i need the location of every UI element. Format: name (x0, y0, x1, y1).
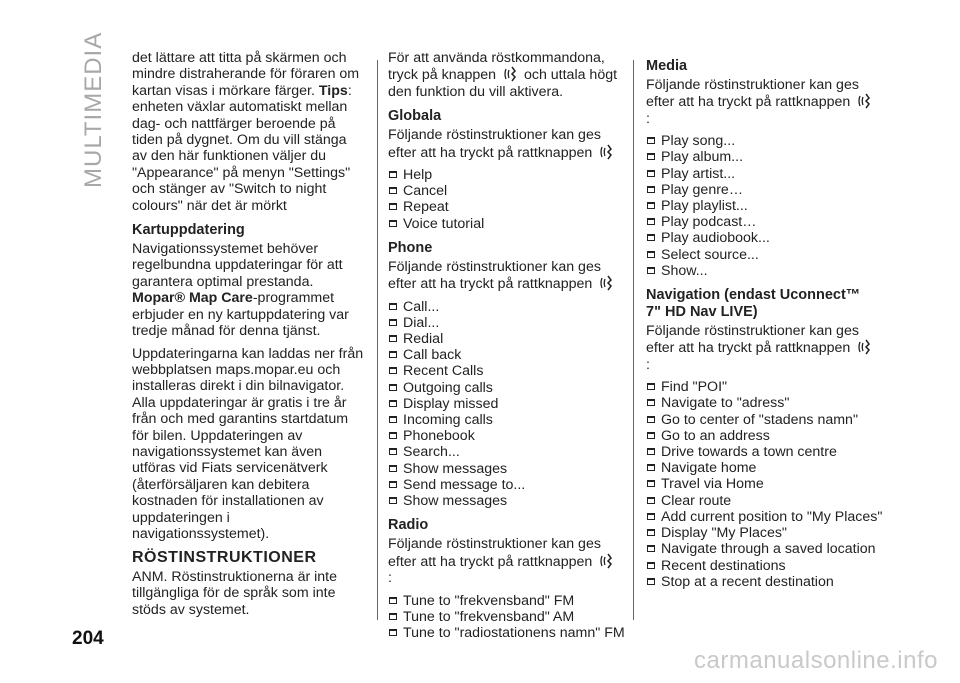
list-item: Show messages (388, 493, 620, 509)
voice-instructions-heading: RÖSTINSTRUKTIONER (132, 549, 317, 567)
checkbox-bullet-icon (647, 202, 655, 209)
list-item: Display missed (388, 396, 620, 412)
list-item: Tune to "frekvensband" AM (388, 609, 620, 625)
mopar-map-care: Mopar® Map Care (132, 290, 253, 307)
list-item: Play song... (646, 133, 878, 149)
checkbox-bullet-icon (389, 384, 397, 391)
list-item: Redial (388, 331, 620, 347)
checkbox-bullet-icon (389, 416, 397, 423)
list-item: Go to center of "stadens namn" (646, 412, 878, 428)
list-item: Play album... (646, 149, 878, 165)
list-item: Help (388, 167, 620, 183)
map-update-paragraph: Navigationssystemet behöver regelbundna uppdateringar för att garantera optimal prestanda. Mopar® Map Care-programmet erbjuder en ny kartuppdatering var tredje månad för denna tjänst. (132, 241, 349, 340)
list-item: Navigate through a saved location (646, 541, 878, 557)
column-1 (132, 50, 364, 624)
checkbox-bullet-icon (647, 251, 655, 258)
checkbox-bullet-icon (647, 218, 655, 225)
press-instruction: Följande röstinstruktioner kan ges efter att ha tryckt på rattknappen : (646, 323, 878, 373)
column-divider (633, 60, 634, 620)
list-item: Voice tutorial (388, 216, 620, 232)
checkbox-bullet-icon (389, 629, 397, 636)
checkbox-bullet-icon (647, 416, 655, 423)
watermark: carmanualsonline.info (694, 647, 938, 674)
list-item: Play podcast… (646, 214, 878, 230)
list-item: Display "My Places" (646, 525, 878, 541)
checkbox-bullet-icon (647, 480, 655, 487)
list-item: Phonebook (388, 428, 620, 444)
list-item: Find "POI" (646, 379, 878, 395)
checkbox-bullet-icon (647, 399, 655, 406)
list-item: Play artist... (646, 166, 878, 182)
list-item: Tune to "radiostationens namn" FM (388, 625, 620, 641)
list-item: Outgoing calls (388, 380, 620, 396)
list-item: Recent destinations (646, 558, 878, 574)
checkbox-bullet-icon (389, 367, 397, 374)
checkbox-bullet-icon (647, 545, 655, 552)
list-item: Cancel (388, 183, 620, 199)
tips-label: Tips (318, 82, 348, 99)
voice-note: ANM. Röstinstruktionerna är inte tillgängliga för de språk som inte stöds av systemet. (132, 568, 338, 618)
list-item: Recent Calls (388, 363, 620, 379)
checkbox-bullet-icon (647, 267, 655, 274)
voice-command-icon (598, 275, 614, 291)
voice-command-icon (598, 144, 614, 160)
navigation-heading: Navigation (endast Uconnect™ 7" HD Nav LIVE) (646, 287, 861, 321)
list-item: Navigate home (646, 460, 878, 476)
checkbox-bullet-icon (647, 186, 655, 193)
checkbox-bullet-icon (647, 497, 655, 504)
checkbox-bullet-icon (389, 335, 397, 342)
checkbox-bullet-icon (389, 220, 397, 227)
checkbox-bullet-icon (647, 578, 655, 585)
checkbox-bullet-icon (389, 171, 397, 178)
intro-paragraph: det lättare att titta på skärmen och mindre distraherande för föraren om kartan visas i mörkare färger. Tips: enheten växlar automatiskt mellan dag- och nattfärger beroende på tiden på dygnet. Om du vill stänga av den här funktionen väljer du "Appearance" på menyn "Settings" och stänger av "Switch to night colours" när det är mörkt (132, 50, 360, 214)
checkbox-bullet-icon (647, 153, 655, 160)
list-item: Clear route (646, 493, 878, 509)
media-command-list (646, 133, 878, 279)
list-item: Show... (646, 263, 878, 279)
checkbox-bullet-icon (389, 351, 397, 358)
list-item: Tune to "frekvensband" FM (388, 593, 620, 609)
column-3 (646, 50, 883, 594)
map-update-heading: Kartuppdatering (132, 222, 245, 239)
press-instruction: Följande röstinstruktioner kan ges efter att ha tryckt på rattknappen : (646, 77, 878, 127)
voice-intro: För att använda röstkommandona, tryck på knappen och uttala högt den funktion du vill aktivera. (388, 50, 618, 100)
radio-command-list (388, 592, 625, 642)
checkbox-bullet-icon (389, 187, 397, 194)
list-item: Call back (388, 347, 620, 363)
checkbox-bullet-icon (389, 448, 397, 455)
navigation-command-list (646, 379, 883, 590)
voice-command-icon (856, 339, 872, 355)
checkbox-bullet-icon (647, 529, 655, 536)
section-title: MULTIMEDIA (80, 31, 107, 188)
checkbox-bullet-icon (389, 481, 397, 488)
radio-heading: Radio (388, 517, 429, 534)
press-instruction: Följande röstinstruktioner kan ges efter att ha tryckt på rattknappen (388, 127, 620, 161)
checkbox-bullet-icon (647, 383, 655, 390)
list-item: Play playlist... (646, 198, 878, 214)
media-heading: Media (646, 58, 688, 74)
voice-command-icon (502, 66, 518, 82)
checkbox-bullet-icon (389, 400, 397, 407)
checkbox-bullet-icon (389, 613, 397, 620)
phone-command-list (388, 299, 620, 510)
list-item: Dial... (388, 315, 620, 331)
list-item: Go to an address (646, 428, 878, 444)
voice-command-icon (598, 553, 614, 569)
list-item: Add current position to "My Places" (646, 509, 878, 525)
checkbox-bullet-icon (647, 464, 655, 471)
press-instruction: Följande röstinstruktioner kan ges efter att ha tryckt på rattknappen : (388, 536, 620, 586)
list-item: Show messages (388, 461, 620, 477)
section-side-label (72, 31, 112, 188)
phone-heading: Phone (388, 239, 433, 256)
page-number: 204 (72, 628, 104, 649)
list-item: Repeat (388, 199, 620, 215)
checkbox-bullet-icon (389, 597, 397, 604)
list-item: Stop at a recent destination (646, 574, 878, 590)
global-heading: Globala (388, 108, 442, 125)
list-item: Search... (388, 444, 620, 460)
voice-command-icon (856, 93, 872, 109)
list-item: Navigate to "adress" (646, 395, 878, 411)
list-item: Call... (388, 299, 620, 315)
list-item: Play genre… (646, 182, 878, 198)
global-command-list (388, 167, 620, 232)
checkbox-bullet-icon (647, 562, 655, 569)
checkbox-bullet-icon (647, 448, 655, 455)
list-item: Incoming calls (388, 412, 620, 428)
column-divider (377, 60, 378, 620)
map-update-paragraph-2: Uppdateringarna kan laddas ner från webbplatsen maps.mopar.eu och installeras direkt i din bilnavigator. Alla uppdateringar är gratis i tre år från och med garantins startdatum för bilen. Uppdateringen av navigationssystemet kan även utföras vid Fiats servicenätverk (återförsäljaren kan debitera kostnaden för installationen av uppdateringen i navigationssystemet). (132, 345, 364, 542)
checkbox-bullet-icon (647, 137, 655, 144)
checkbox-bullet-icon (647, 170, 655, 177)
checkbox-bullet-icon (389, 303, 397, 310)
checkbox-bullet-icon (647, 432, 655, 439)
checkbox-bullet-icon (647, 234, 655, 241)
checkbox-bullet-icon (389, 203, 397, 210)
list-item: Drive towards a town centre (646, 444, 878, 460)
checkbox-bullet-icon (647, 513, 655, 520)
checkbox-bullet-icon (389, 432, 397, 439)
list-item: Send message to... (388, 477, 620, 493)
checkbox-bullet-icon (389, 465, 397, 472)
column-2 (388, 50, 625, 645)
press-instruction: Följande röstinstruktioner kan ges efter att ha tryckt på rattknappen (388, 259, 620, 293)
checkbox-bullet-icon (389, 319, 397, 326)
list-item: Select source... (646, 247, 878, 263)
checkbox-bullet-icon (389, 497, 397, 504)
list-item: Travel via Home (646, 476, 878, 492)
list-item: Play audiobook... (646, 230, 878, 246)
